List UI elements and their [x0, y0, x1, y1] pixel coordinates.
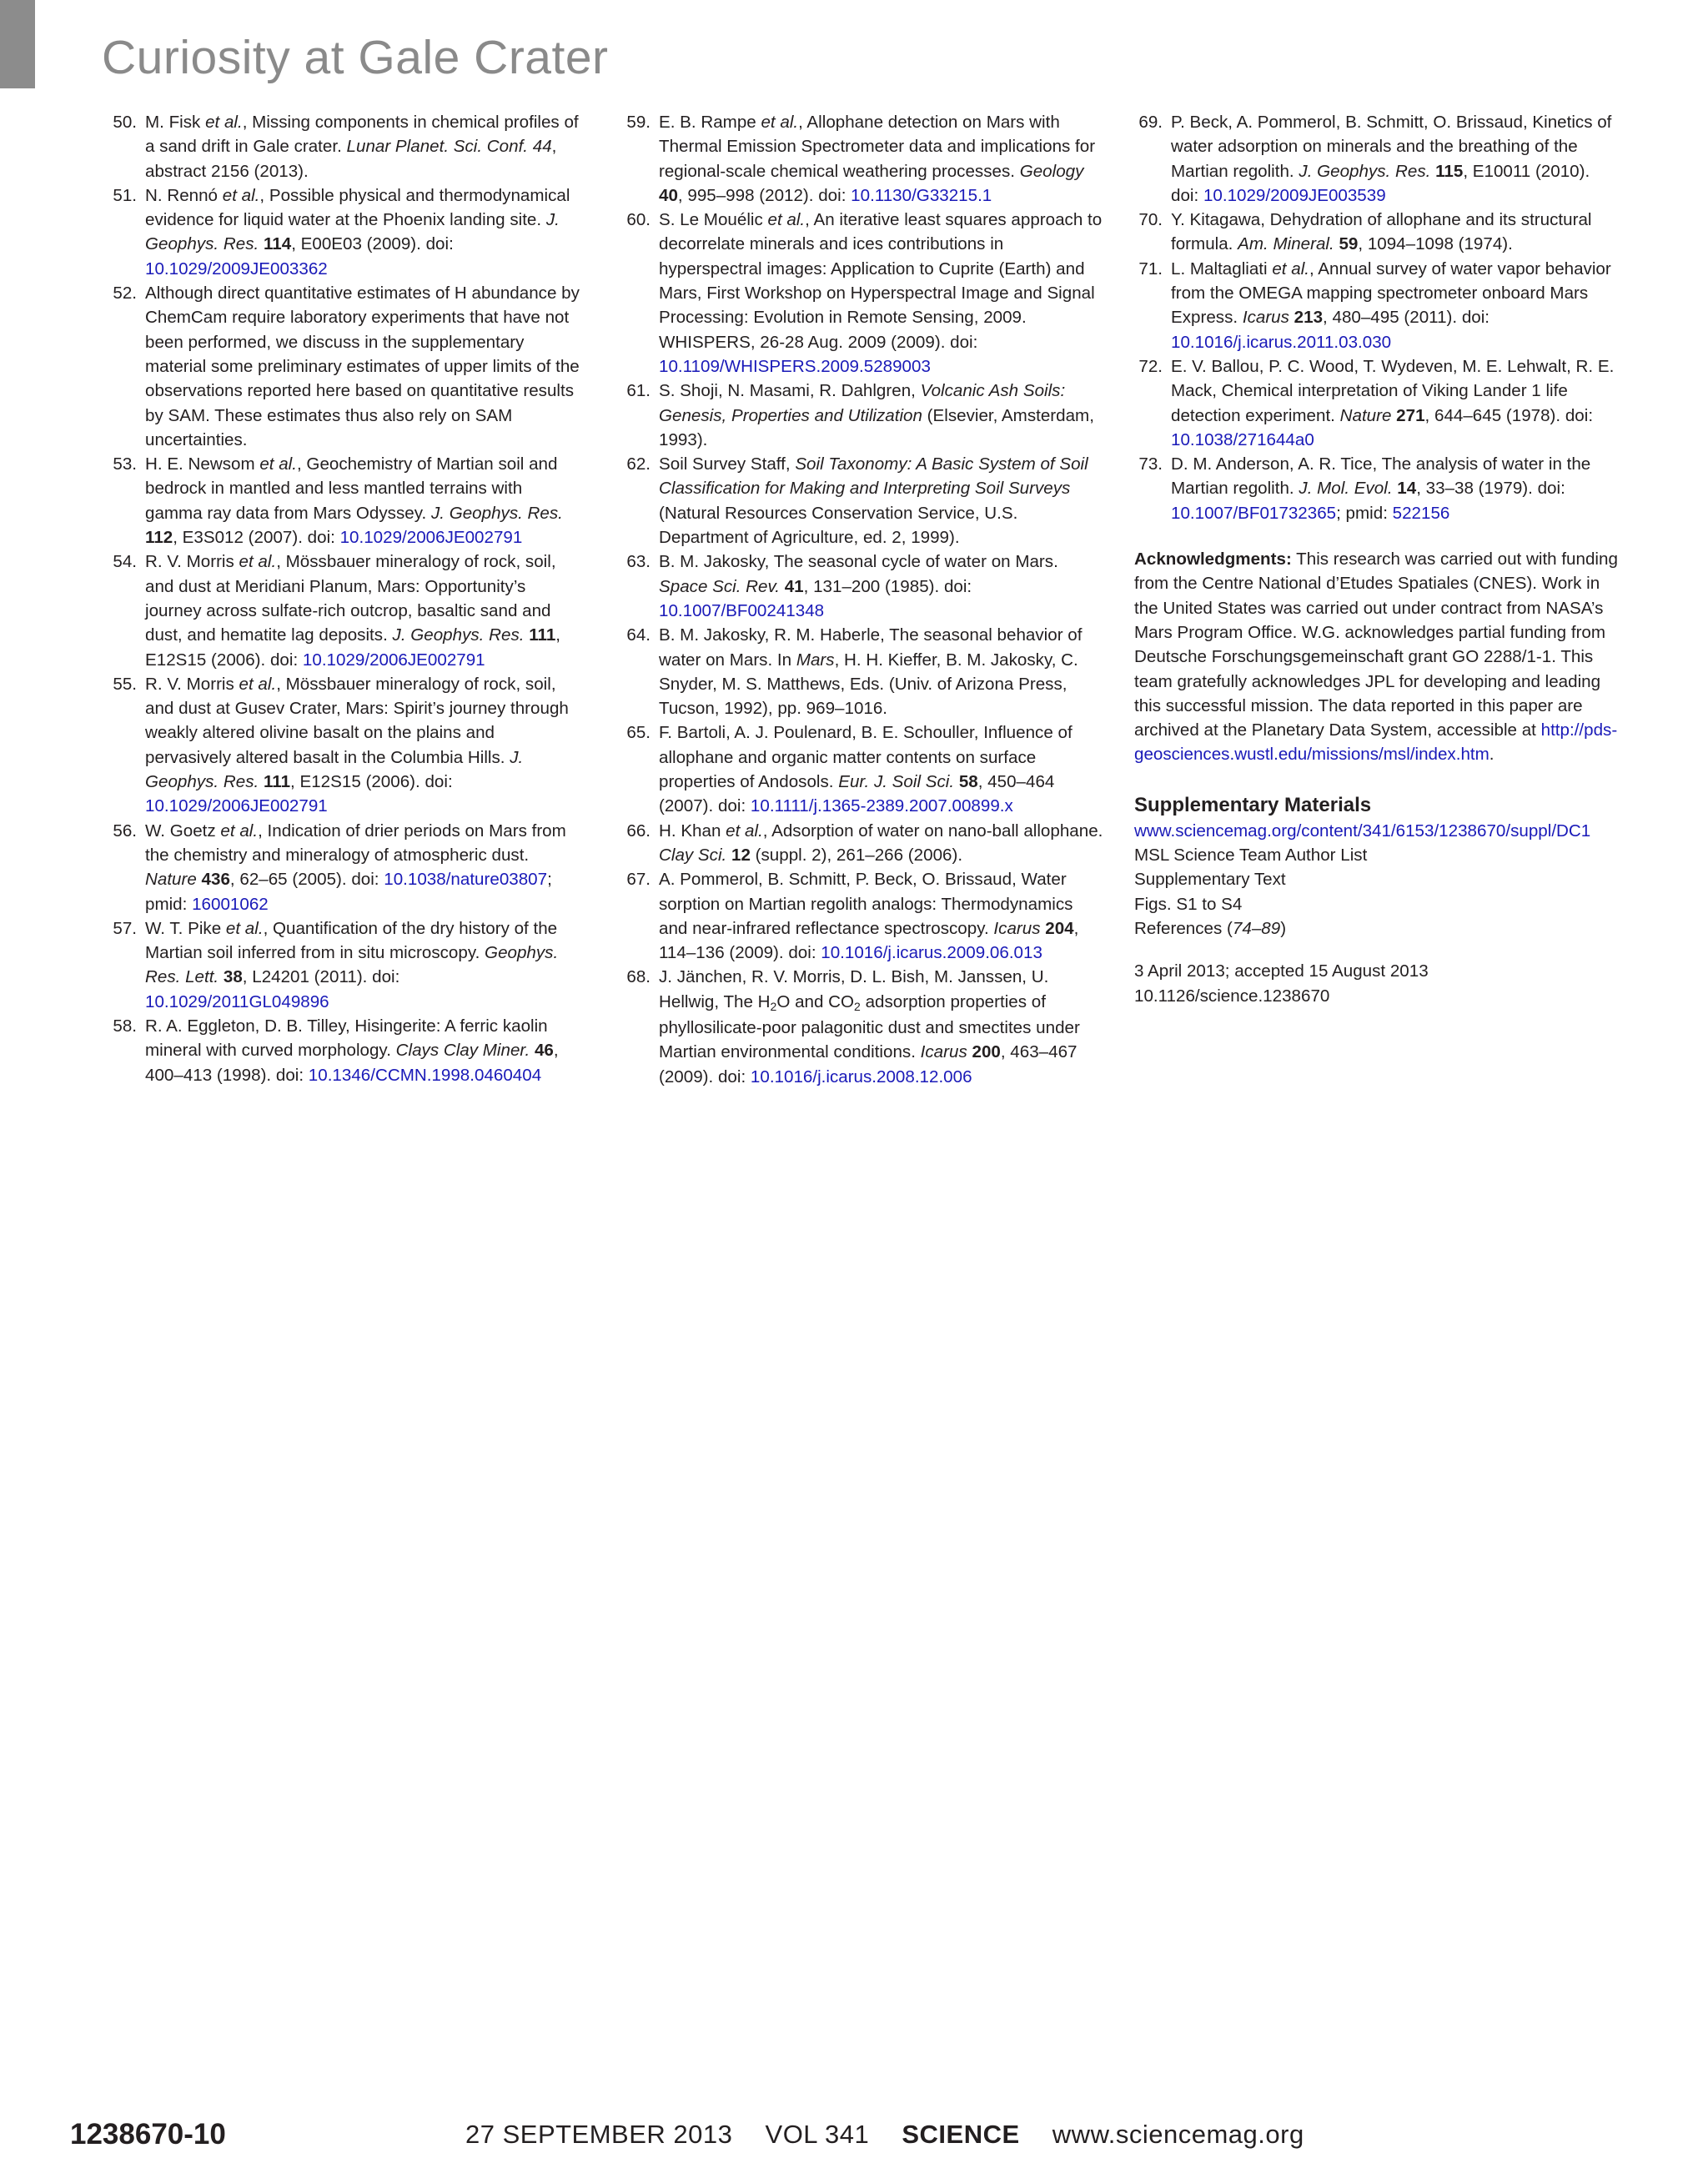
reference-text: 111 — [263, 772, 291, 792]
reference-text: , Possible physical and thermodynamical evidence for liquid water at the Phoenix landing site. — [145, 185, 570, 230]
reference-number: 57. — [113, 918, 137, 938]
reference-item — [622, 550, 1104, 623]
reference-item — [108, 1014, 584, 1087]
pds-link[interactable]: http://pds-geosciences.wustl.edu/missions/msl/index.htm — [1134, 720, 1618, 765]
reference-text: , Geochemistry of Martian soil and bedrock in mantled and less mantled terrains with gamma ray data from Mars Odyssey. — [145, 454, 558, 523]
reference-number: 68. — [626, 967, 651, 987]
reference-text: , E12S15 (2006). doi: — [290, 772, 453, 792]
reference-text: , 131–200 (1985). doi: — [803, 576, 972, 596]
reference-text: Icarus — [920, 1042, 967, 1062]
acknowledgments-text: This research was carried out with funding from the Centre National d’Etudes Spatiales (CNES). Work in the United States was carried out under contract from NASA’s Mars Program Office. W.G. acknowledges partial funding from Deutsche Forschungsgemeinschaft grant GO 2288/1-1. This team gratefully acknowledges JPL for developing and leading this successful mission. The data reported in this paper are archived at the Planetary Data System, accessible at — [1134, 550, 1618, 740]
reference-text: 204 — [1045, 918, 1074, 938]
supplementary-item: Supplementary Text — [1134, 870, 1286, 890]
reference-number: 64. — [626, 625, 651, 645]
reference-text: , 114–136 (2009). doi: — [659, 918, 1079, 963]
reference-text: et al. — [239, 674, 277, 694]
reference-item — [108, 819, 584, 916]
reference-text: D. M. Anderson, A. R. Tice, The analysis of water in the Martian regolith. — [1171, 454, 1591, 499]
reference-text: , 1094–1098 (1974). — [1358, 234, 1513, 254]
reference-text: 38 — [223, 967, 243, 987]
doi-link[interactable]: 10.1007/BF01732365 — [1171, 503, 1337, 523]
doi-link[interactable]: 522156 — [1392, 503, 1450, 523]
references-column-2 — [622, 110, 1104, 1089]
reference-text: 46 — [534, 1041, 554, 1061]
reference-text: 41 — [784, 576, 804, 596]
reference-text: Volcanic Ash Soils: Genesis, Properties and Utilization — [659, 381, 1066, 425]
reference-item — [1134, 257, 1618, 354]
section-side-tab — [0, 0, 35, 88]
reference-item — [1134, 110, 1618, 208]
supplementary-references: References (74–89) — [1134, 918, 1287, 938]
reference-number: 63. — [626, 552, 651, 572]
reference-text: , Annual survey of water vapor behavior from the OMEGA mapping spectrometer onboard Mars Express. — [1171, 258, 1611, 328]
reference-text: 200 — [972, 1042, 1001, 1062]
reference-text: J. Geophys. Res. — [145, 210, 560, 254]
reference-number: 59. — [626, 113, 651, 132]
reference-text: (suppl. 2), 261–266 (2006). — [750, 845, 963, 865]
reference-number: 61. — [626, 381, 651, 401]
reference-text: Soil Taxonomy: A Basic System of Soil Classification for Making and Interpreting Soil Surveys — [659, 454, 1088, 499]
reference-text: 12 — [731, 845, 751, 865]
reference-text: 213 — [1294, 308, 1324, 328]
reference-text: N. Rennó — [145, 185, 223, 205]
reference-text: L. Maltagliati — [1171, 258, 1273, 279]
doi-link[interactable]: 10.1346/CCMN.1998.0460404 — [308, 1065, 542, 1085]
acknowledgments-end: . — [1489, 745, 1494, 765]
doi-link[interactable]: 10.1016/j.icarus.2008.12.006 — [750, 1066, 972, 1086]
reference-text: (Natural Resources Conservation Service, U.S. Department of Agriculture, ed. 2, 1999). — [659, 503, 1018, 548]
acknowledgments-label: Acknowledgments: — [1134, 550, 1292, 570]
doi-link[interactable]: 10.1038/271644a0 — [1171, 429, 1314, 449]
reference-item — [622, 720, 1104, 818]
reference-text: ; pmid: — [1336, 503, 1393, 523]
reference-text: , Mössbauer mineralogy of rock, soil, and dust at Gusev Crater, Mars: Spirit’s journey through weakly altered olivine basalt on the plains and pervasively altered basalt in the Columbia Hills. — [145, 674, 569, 767]
reference-item — [108, 916, 584, 1014]
reference-text: Icarus — [1242, 308, 1289, 328]
journal-info — [465, 2120, 1329, 2150]
reference-number: 53. — [113, 454, 137, 474]
reference-text: S. Shoji, N. Masami, R. Dahlgren, — [659, 381, 921, 401]
reference-item — [108, 452, 584, 550]
reference-item — [622, 867, 1104, 965]
reference-text: E. B. Rampe — [659, 113, 761, 132]
doi-link[interactable]: 10.1029/2009JE003362 — [145, 258, 328, 279]
reference-text: , 33–38 (1979). doi: — [1416, 479, 1565, 499]
journal-website: www.sciencemag.org — [1052, 2120, 1304, 2149]
reference-item — [108, 550, 584, 671]
reference-item — [108, 672, 584, 819]
reference-text: B. M. Jakosky, The seasonal cycle of water on Mars. — [659, 552, 1058, 572]
reference-text: 115 — [1435, 161, 1464, 181]
reference-text: et al. — [239, 552, 277, 572]
volume: VOL 341 — [765, 2120, 870, 2149]
reference-text: Mars — [796, 650, 835, 670]
reference-text: , Adsorption of water on nano-ball allophane. — [762, 821, 1103, 841]
reference-number: 51. — [113, 185, 137, 205]
doi-link[interactable]: 10.1111/j.1365-2389.2007.00899.x — [750, 796, 1013, 816]
reference-text: , 480–495 (2011). doi: — [1323, 308, 1490, 328]
reference-text: Am. Mineral. — [1238, 234, 1334, 254]
reference-text: 111 — [529, 625, 556, 645]
reference-text: O and CO — [776, 991, 855, 1011]
doi-link[interactable]: 10.1038/nature03807 — [384, 870, 548, 890]
reference-text: adsorption properties of phyllosilicate-poor palagonitic dust and smectites under Martian environmental conditions. — [659, 991, 1080, 1062]
reference-text: Clay Sci. — [659, 845, 727, 865]
reference-text: , E3S012 (2007). doi: — [173, 528, 340, 548]
reference-text: A. Pommerol, B. Schmitt, P. Beck, O. Brissaud, Water sorption on Martian regolith analogs: Thermodynamics and near-infrared reflectance spectroscopy. — [659, 870, 1073, 938]
reference-text: R. V. Morris — [145, 674, 239, 694]
reference-item — [108, 110, 584, 183]
reference-text: F. Bartoli, A. J. Poulenard, B. E. Schouller, Influence of allophane and organic matter contents on surface properties of Andosols. — [659, 723, 1073, 792]
reference-text: H. E. Newsom — [145, 454, 260, 474]
reference-text: 2 — [770, 999, 777, 1013]
reference-item — [622, 965, 1104, 1088]
supplementary-heading: Supplementary Materials — [1134, 793, 1372, 816]
doi-link[interactable]: 10.1109/WHISPERS.2009.5289003 — [659, 356, 931, 376]
reference-number: 69. — [1138, 113, 1163, 132]
reference-text: J. Geophys. Res. — [145, 747, 524, 792]
reference-number: 56. — [113, 821, 137, 841]
reference-number: 65. — [626, 723, 651, 743]
received-accepted-dates: 3 April 2013; accepted 15 August 2013 — [1134, 961, 1429, 981]
reference-text: , Mössbauer mineralogy of rock, soil, and dust at Meridiani Planum, Mars: Opportunity’s journey across sulfate-rich outcrop, basaltic sand and dust, and hematite lag deposits. — [145, 552, 556, 645]
reference-text: H. Khan — [659, 821, 726, 841]
reference-text: Soil Survey Staff, — [659, 454, 796, 474]
reference-number: 52. — [113, 284, 137, 304]
section-title: Curiosity at Gale Crater — [102, 31, 609, 84]
reference-text: et al. — [726, 821, 763, 841]
reference-text: E. V. Ballou, P. C. Wood, T. Wydeven, M. E. Lehwalt, R. E. Mack, Chemical interpretation of Viking Lander 1 life detection experiment. — [1171, 356, 1615, 425]
doi-link[interactable]: 10.1007/BF00241348 — [659, 600, 825, 620]
reference-text: , Allophane detection on Mars with Thermal Emission Spectrometer data and implications for regional-scale chemical weathering processes. — [659, 113, 1096, 181]
reference-item — [622, 452, 1104, 550]
reference-text: Y. Kitagawa, Dehydration of allophane and its structural formula. — [1171, 210, 1592, 254]
reference-text: Eur. J. Soil Sci. — [838, 772, 955, 792]
reference-text: et al. — [259, 454, 297, 474]
reference-text: J. Mol. Evol. — [1299, 479, 1393, 499]
reference-text: , 62–65 (2005). doi: — [229, 870, 384, 890]
doi-link[interactable]: 10.1016/j.icarus.2011.03.030 — [1171, 332, 1392, 352]
reference-text: , E10011 (2010). doi: — [1171, 161, 1590, 205]
doi-link[interactable]: 10.1016/j.icarus.2009.06.013 — [821, 943, 1042, 963]
reference-text: S. Le Mouélic — [659, 210, 768, 230]
supplementary-item: Figs. S1 to S4 — [1134, 894, 1243, 914]
reference-item — [108, 183, 584, 281]
reference-text: , 400–413 (1998). doi: — [145, 1041, 559, 1085]
reference-text: M. Fisk — [145, 113, 206, 132]
reference-text: et al. — [220, 821, 259, 841]
reference-text: 114 — [263, 234, 292, 254]
reference-text: 14 — [1397, 479, 1417, 499]
reference-text: , abstract 2156 (2013). — [145, 137, 557, 181]
reference-text: W. Goetz — [145, 821, 221, 841]
reference-text: Clays Clay Miner. — [395, 1041, 530, 1061]
article-dates — [1134, 959, 1618, 1008]
reference-number: 71. — [1138, 258, 1163, 279]
reference-text: , 463–467 (2009). doi: — [659, 1042, 1078, 1086]
reference-number: 70. — [1138, 210, 1163, 230]
reference-text: , An iterative least squares approach to decorrelate minerals and ices contributions in hyperspectral images: Application to Cuprite (Earth) and Mars, First Workshop on Hyperspectral Image and Signal Processing: Evolution in Remote Sensing, 2009. WHISPERS, 26-28 Aug. 2009 (2009). doi: — [659, 210, 1103, 352]
reference-text: 2 — [854, 999, 861, 1013]
reference-number: 54. — [113, 552, 137, 572]
reference-number: 73. — [1138, 454, 1163, 474]
reference-item — [622, 819, 1104, 868]
reference-item — [622, 379, 1104, 452]
page-number: 1238670-10 — [70, 2118, 226, 2150]
reference-text: Nature — [145, 870, 197, 890]
reference-text: et al. — [1272, 258, 1309, 279]
reference-text: , E12S15 (2006). doi: — [145, 625, 561, 670]
reference-text: , 644–645 (1978). doi: — [1424, 405, 1594, 425]
doi-link[interactable]: 16001062 — [192, 894, 269, 914]
reference-text: , Quantification of the dry history of the Martian soil inferred from in situ microscopy. — [145, 918, 558, 963]
reference-text: Geology — [1019, 161, 1084, 181]
reference-text: Nature — [1339, 405, 1392, 425]
references-column-3 — [1134, 110, 1618, 1008]
reference-text: W. T. Pike — [145, 918, 226, 938]
reference-text: , 995–998 (2012). doi: — [677, 185, 851, 205]
reference-item — [1134, 452, 1618, 525]
reference-text: 112 — [145, 528, 173, 548]
reference-text: J. Geophys. Res. — [392, 625, 525, 645]
reference-number: 62. — [626, 454, 651, 474]
reference-number: 72. — [1138, 356, 1163, 376]
reference-number: 58. — [113, 1016, 137, 1036]
reference-text: et al. — [761, 113, 799, 132]
doi-link[interactable]: 10.1029/2006JE002791 — [145, 796, 328, 816]
reference-item — [622, 110, 1104, 208]
reference-text: R. A. Eggleton, D. B. Tilley, Hisingerite: A ferric kaolin mineral with curved morphology. — [145, 1016, 548, 1061]
doi-link[interactable]: 10.1130/G33215.1 — [851, 185, 992, 205]
article-doi: 10.1126/science.1238670 — [1134, 986, 1330, 1006]
reference-text: Space Sci. Rev. — [659, 576, 780, 596]
reference-text: 59 — [1339, 234, 1359, 254]
issue-date: 27 SEPTEMBER 2013 — [465, 2120, 733, 2149]
reference-text: Lunar Planet. Sci. Conf. 44 — [346, 137, 552, 157]
reference-text: , Missing components in chemical profiles of a sand drift in Gale crater. — [145, 113, 579, 157]
reference-text: P. Beck, A. Pommerol, B. Schmitt, O. Brissaud, Kinetics of water adsorption on minerals and the breathing of the Martian regolith. — [1171, 113, 1612, 181]
reference-text: et al. — [205, 113, 243, 132]
reference-text: , L24201 (2011). doi: — [242, 967, 400, 987]
reference-text: B. M. Jakosky, R. M. Haberle, The seasonal behavior of water on Mars. In — [659, 625, 1083, 670]
reference-text: J. Geophys. Res. — [430, 503, 563, 523]
reference-text: et al. — [222, 185, 260, 205]
acknowledgments — [1134, 547, 1618, 767]
reference-text: 436 — [201, 870, 230, 890]
reference-text: J. Jänchen, R. V. Morris, D. L. Bish, M. Janssen, U. Hellwig, The H — [659, 967, 1049, 1011]
supplementary-url[interactable]: www.sciencemag.org/content/341/6153/1238670/suppl/DC1 — [1134, 821, 1591, 841]
reference-number: 50. — [113, 113, 137, 132]
reference-text: et al. — [225, 918, 264, 938]
reference-text: et al. — [767, 210, 806, 230]
reference-text: , H. H. Kieffer, B. M. Jakosky, C. Snyder, M. S. Matthews, Eds. (Univ. of Arizona Press, Tucson, 1992), pp. 969–1016. — [659, 650, 1078, 719]
doi-link[interactable]: 10.1029/2011GL049896 — [145, 991, 329, 1011]
reference-text: , E00E03 (2009). doi: — [291, 234, 454, 254]
reference-number: 67. — [626, 870, 651, 890]
reference-number: 66. — [626, 821, 651, 841]
doi-link[interactable]: 10.1029/2006JE002791 — [302, 650, 485, 670]
reference-text: ; pmid: — [145, 870, 552, 914]
references-column-1 — [108, 110, 584, 1087]
reference-number: 55. — [113, 674, 137, 694]
reference-item — [1134, 208, 1618, 257]
journal-name: SCIENCE — [902, 2120, 1020, 2149]
reference-text: R. V. Morris — [145, 552, 239, 572]
reference-text: , Indication of drier periods on Mars from the chemistry and mineralogy of atmospheric dust. — [145, 821, 566, 865]
reference-text: J. Geophys. Res. — [1299, 161, 1431, 181]
reference-text: 40 — [659, 185, 678, 205]
reference-item — [622, 208, 1104, 379]
reference-item — [622, 623, 1104, 720]
doi-link[interactable]: 10.1029/2009JE003539 — [1203, 185, 1386, 205]
page-footer — [0, 2118, 1708, 2151]
reference-number: 60. — [626, 210, 651, 230]
reference-text: (Elsevier, Amsterdam, 1993). — [659, 405, 1094, 449]
doi-link[interactable]: 10.1029/2006JE002791 — [339, 528, 523, 548]
reference-text: 58 — [958, 772, 978, 792]
reference-text: Geophys. Res. Lett. — [145, 943, 559, 987]
supplementary-item: MSL Science Team Author List — [1134, 846, 1368, 866]
reference-item — [108, 281, 584, 452]
reference-item — [1134, 354, 1618, 452]
reference-text: , 450–464 (2007). doi: — [659, 772, 1055, 816]
reference-text: Icarus — [993, 918, 1041, 938]
reference-text: 271 — [1396, 405, 1425, 425]
reference-text: Although direct quantitative estimates of H abundance by ChemCam require laboratory experiments that have not been performed, we discuss in the supplementary material some preliminary estimates of upper limits of the observations reported here based on quantitative results by SAM. These estimates thus also rely on SAM uncertainties. — [145, 284, 580, 449]
